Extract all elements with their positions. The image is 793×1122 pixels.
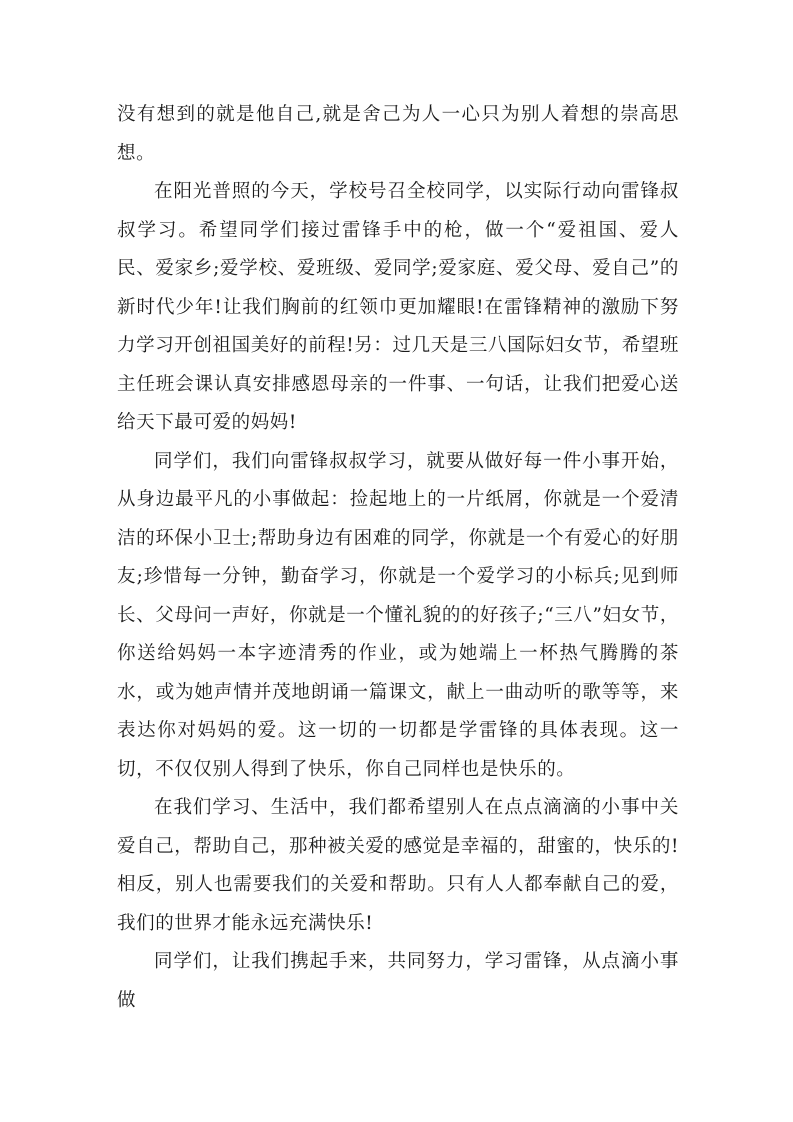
paragraph-closing: 同学们，让我们携起手来，共同努力，学习雷锋，从点滴小事做: [117, 951, 679, 1011]
paragraph-small-things: 同学们，我们向雷锋叔叔学习，就要从做好每一件小事开始，从身边最平凡的小事做起：捡起地上的一片纸屑，你就是一个爱清洁的环保小卫士;帮助身边有困难的同学，你就是一个有爱心的好朋友;珍惜每一分钟，勤奋学习，你就是一个爱学习的小标兵;见到师长、父母问一声好，你就是一个懂礼貌的的好孩子;“三八”妇女节，你送给妈妈一本字迹清秀的作业，或为她端上一杯热气腾腾的茶水，或为她声情并茂地朗诵一篇课文，献上一曲动听的歌等等，来表达你对妈妈的爱。这一切的一切都是学雷锋的具体表现。这一切，不仅仅别人得到了快乐，你自己同样也是快乐的。: [117, 450, 679, 780]
document-body: [117, 96, 679, 1020]
paragraph-care: 在我们学习、生活中，我们都希望别人在点点滴滴的小事中关爱自己，帮助自己，那种被关爱的感觉是幸福的，甜蜜的，快乐的!相反，别人也需要我们的关爱和帮助。只有人人都奉献自己的爱，我们的世界才能永远充满快乐!: [117, 797, 679, 934]
paragraph-school-call: 在阳光普照的今天，学校号召全校同学，以实际行动向雷锋叔叔学习。希望同学们接过雷锋手中的枪，做一个“爱祖国、爱人民、爱家乡;爱学校、爱班级、爱同学;爱家庭、爱父母、爱自己”的新时代少年!让我们胸前的红领巾更加耀眼!在雷锋精神的激励下努力学习开创祖国美好的前程!另：过几天是三八国际妇女节，希望班主任班会课认真安排感恩母亲的一件事、一句话，让我们把爱心送给天下最可爱的妈妈!: [117, 181, 679, 433]
paragraph-continuation: 没有想到的就是他自己,就是舍己为人一心只为别人着想的崇高思想。: [117, 104, 679, 164]
